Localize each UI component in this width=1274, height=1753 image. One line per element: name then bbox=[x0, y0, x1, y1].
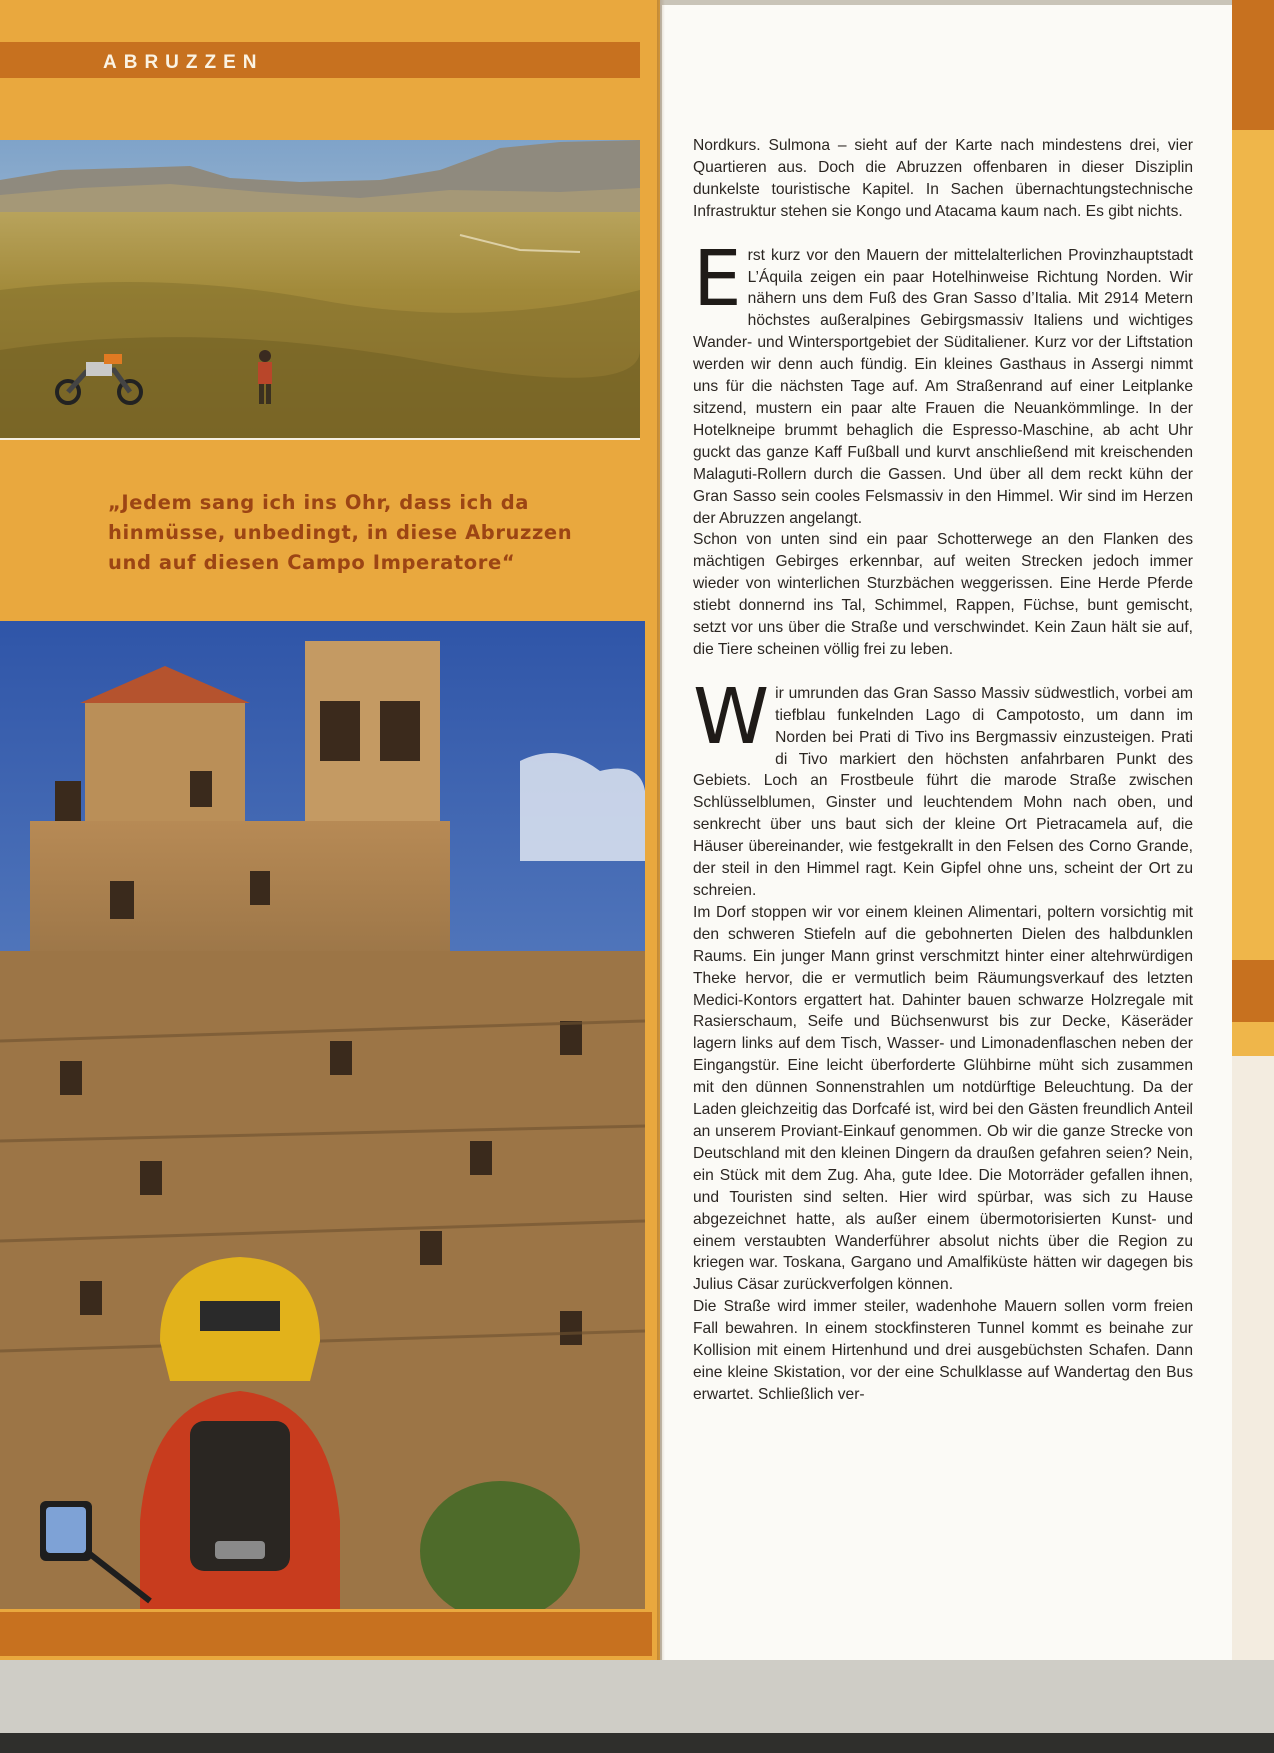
article-paragraph bbox=[693, 234, 1193, 530]
paragraph-text: ir umrunden das Gran Sasso Massiv südwestlich, vorbei am tiefblau funkelnden Lago di Campotosto, um dann im Norden bei Prati di Tivo ins Bergmassiv einzusteigen. Prati di Tivo markiert den höchsten anfahrbaren Punkt des Gebiets. Loch an Frostbeule führt die marode Straße zwischen Schlüsselblumen, Ginster und leuchtendem Mohn nach oben, und senkrecht über uns baut sich der kleine Ort Pietracamela auf, die Häuser übereinander, wie festgekrallt in den Felsen des Corno Grande, der steil in den Himmel ragt. Kein Gipfel ohne uns, scheint der Ort zu schreien. bbox=[693, 684, 1193, 899]
scan-bottom-shadow bbox=[0, 1733, 1274, 1753]
pull-quote: „Jedem sang ich ins Ohr, dass ich da hinmüsse, unbedingt, in diese Abruzzen und auf diesen Campo Imperatore“ bbox=[108, 491, 573, 574]
article-body bbox=[693, 135, 1193, 1406]
footer-bar bbox=[0, 1612, 652, 1656]
drop-cap: E bbox=[693, 234, 742, 324]
article-paragraph: Die Straße wird immer steiler, wadenhohe Mauern sollen vorm freien Fall bewahren. In einem stockfinsteren Tunnel kommt es beinahe zur Kollision mit einem Hirtenhund und drei ausgebüchsten Schafen. Dann eine kleine Skistation, vor der eine Schulklasse auf Wandertag den Bus erwartet. Schließlich ver- bbox=[693, 1298, 1193, 1403]
header-bar bbox=[0, 42, 640, 78]
binding-shadow bbox=[657, 0, 665, 1670]
article-paragraph: Im Dorf stoppen wir vor einem kleinen Alimentari, poltern vorsichtig mit den schweren Stiefeln auf die gebohnerten Dielen des halbdunklen Raums. Ein junger Mann grinst verschmitzt hinter einer altehrwürdigen Theke hervor, die er vermutlich beim Räumungsverkauf des letzten Medici-Kontors ergattert hat. Dahinter bauen schwarze Holzregale mit Rasierschaum, Seife und Büchsenwurst bis zur Decke, Käseräder lagern links auf dem Tisch, Wasser- und Limonadenflaschen neben der Eingangstür. Eine leicht überforderte Glühbirne müht sich zusammen mit den dünnen Sonnenstrahlen um notdürftige Beleuchtung. Da der Laden gleichzeitig das Dorfcafé ist, wird bei den Gästen freundlich Anteil an unserem Proviant-Einkauf genommen. Ob wir die ganze Strecke von Deutschland mit den kleinen Dingern da draußen gefahren seien? Nein, ein Stück mit dem Zug. Aha, gute Idee. Die Motorräder gefallen ihnen, und Touristen sind selten. Hier wird spürbar, was sich zu Hause abgezeichnet hatte, als außer einem übermotorisierten Kunst- und einem verstaubten Wanderführer absolut nichts über die Region zu kriegen war. Toskana, Gargano und Amalfiküste hätten wir dagegen bis Julius Cäsar zurückverfolgen können. bbox=[693, 903, 1193, 1294]
article-paragraph: Schon von unten sind ein paar Schotterwege an den Flanken des mächtigen Gebirges erkennbar, auf weiten Strecken jedoch immer wieder von winterlichen Sturzbächen weggerissen. Eine Herde Pferde stiebt donnernd ins Tal, Schimmel, Rappen, Füchse, bunt gemischt, setzt vor uns über die Straße und verschwindet. Kein Zaun hält sie auf, die Tiere scheinen völlig frei zu leben. bbox=[693, 531, 1193, 658]
village-photo bbox=[0, 621, 645, 1609]
next-page-strip bbox=[1232, 1022, 1274, 1056]
section-label: ABRUZZEN bbox=[103, 52, 264, 73]
landscape-photo bbox=[0, 140, 640, 440]
paragraph-text: rst kurz vor den Mauern der mittelalterlichen Provinzhauptstadt L’Áquila zeigen ein paar Hotelhinweise Richtung Norden. Wir nähern uns dem Fuß des Gran Sasso d’Italia. Mit 2914 Metern höchstes außeralpines Gebirgsmassiv Italiens und wichtiges Wander- und Wintersportgebiet der Süditaliener. Kurz vor der Liftstation werden wir denn auch fündig. Ein kleines Gasthaus in Assergi nimmt uns für die nächsten Tage auf. Am Straßenrand auf einer Leitplanke sitzend, mustern ein paar alte Frauen die Neuankömmlinge. In der Hotelkneipe brummt behaglich die Espresso-Maschine, ab acht Uhr guckt das ganze Kaff Fußball und kurvt anschließend mit kreischenden Malaguti-Rollern durch die Gassen. Und über all dem reckt kühn der Gran Sasso sein cooles Felsmassiv in den Himmel. Wir sind im Herzen der Abruzzen angelangt. bbox=[693, 246, 1193, 527]
drop-cap: W bbox=[693, 672, 770, 762]
article-paragraph bbox=[693, 672, 1193, 902]
next-page-strip bbox=[1232, 960, 1274, 1022]
next-page-strip bbox=[1232, 130, 1274, 960]
next-page-strip bbox=[1232, 0, 1274, 130]
article-paragraph: Nordkurs. Sulmona – sieht auf der Karte nach mindestens drei, vier Quartieren aus. Doch die Abruzzen offenbaren in dieser Disziplin dunkelste touristische Kapitel. In Sachen übernachtungstechnische Infrastruktur stehen sie Kongo und Atacama kaum nach. Es gibt nichts. bbox=[693, 137, 1193, 220]
